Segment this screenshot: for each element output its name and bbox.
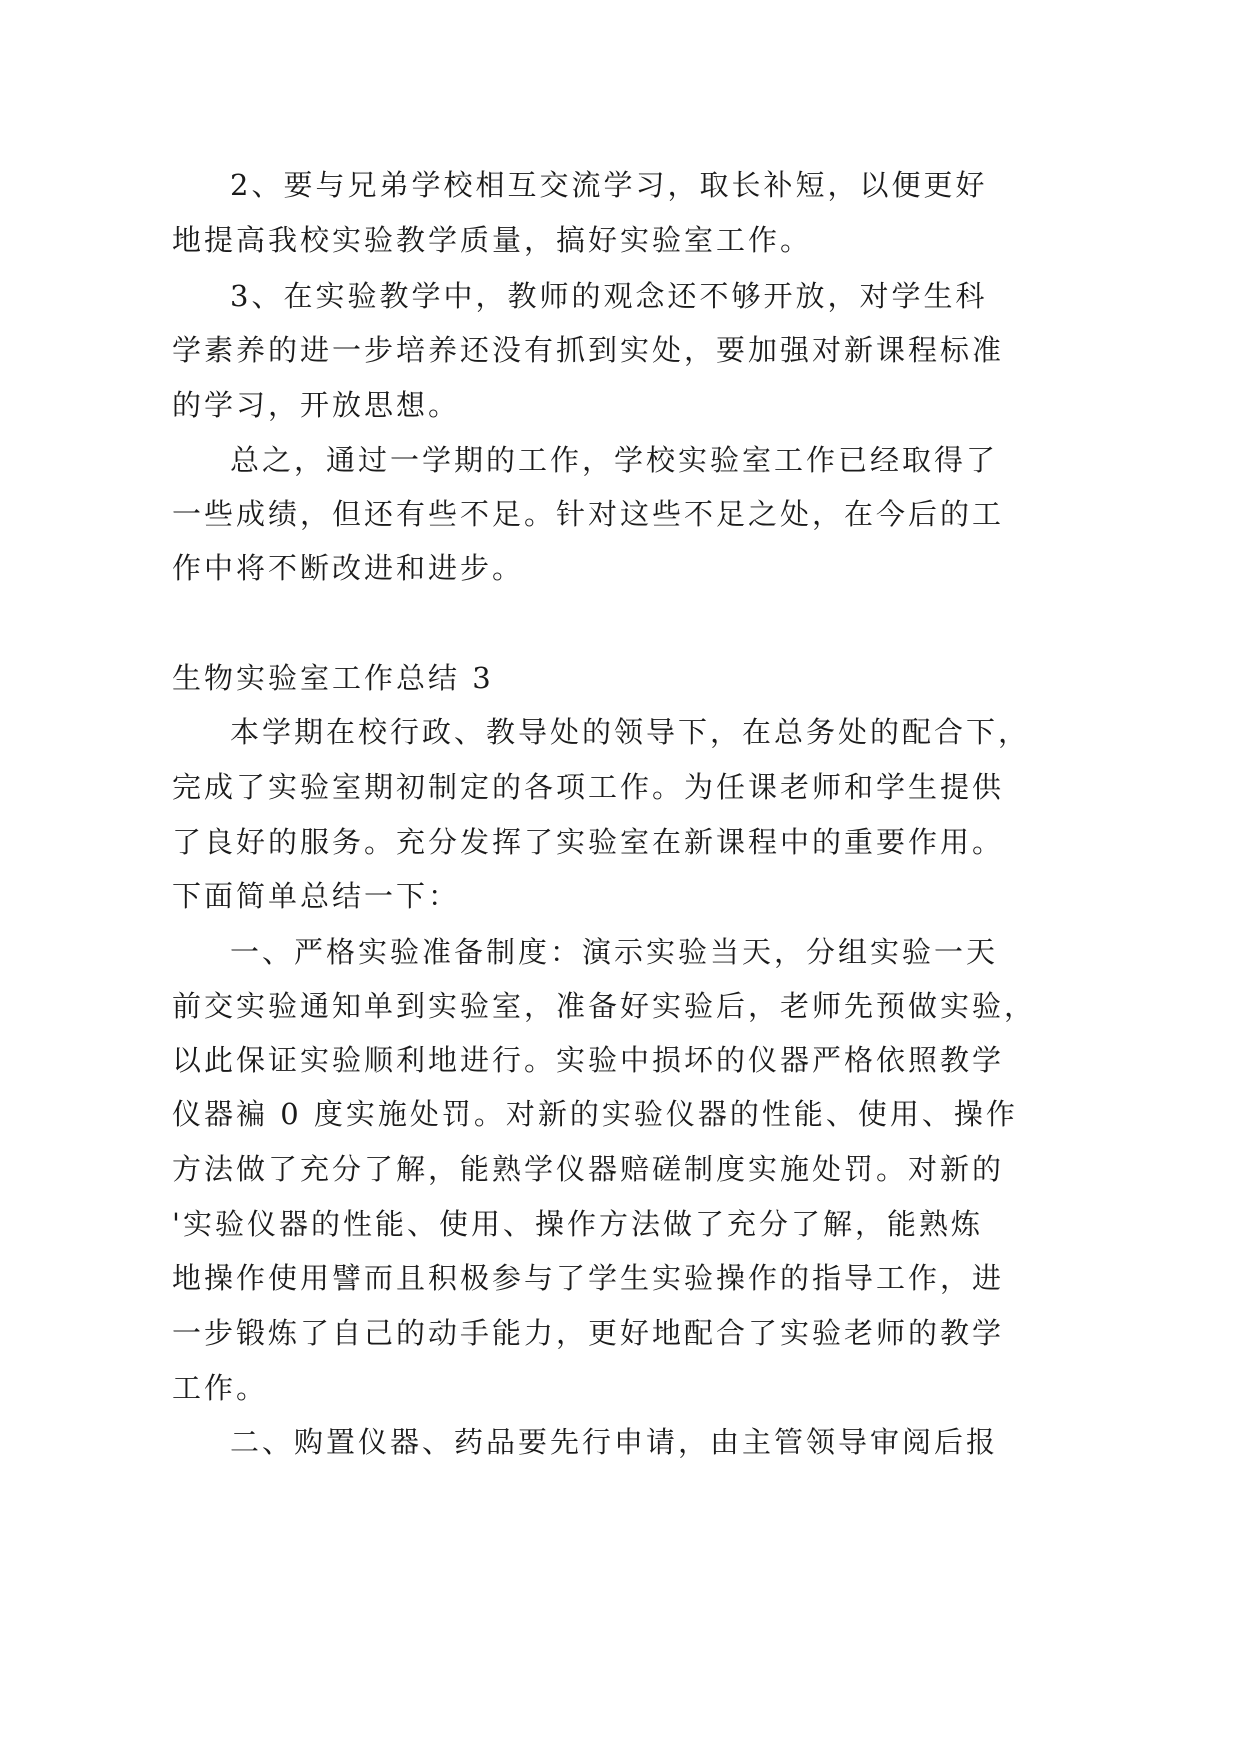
text-line: 了良好的服务。充分发挥了实验室在新课程中的重要作用。 xyxy=(172,825,1005,859)
text-line: 3、在实验教学中，教师的观念还不够开放，对学生科 xyxy=(230,279,988,313)
text-line: 地提高我校实验教学质量，搞好实验室工作。 xyxy=(172,223,813,257)
text-line: 一、严格实验准备制度：演示实验当天，分组实验一天 xyxy=(230,935,999,969)
text-line: 方法做了充分了解，能熟学仪器赔磋制度实施处罚。对新的 xyxy=(172,1152,1005,1186)
text-line: 仪器褊 0 度实施处罚。对新的实验仪器的性能、使用、操作 xyxy=(172,1097,1018,1131)
text-line: 2、要与兄弟学校相互交流学习，取长补短，以便更好 xyxy=(230,168,988,202)
text-line: 二、购置仪器、药品要先行申请，由主管领导审阅后报 xyxy=(230,1425,999,1459)
text-line: 一步锻炼了自己的动手能力，更好地配合了实验老师的教学 xyxy=(172,1316,1005,1350)
text-line: 学素养的进一步培养还没有抓到实处，要加强对新课程标准 xyxy=(172,333,1005,367)
text-line: '实验仪器的性能、使用、操作方法做了充分了解，能熟炼 xyxy=(172,1207,983,1241)
text-line: 以此保证实验顺利地进行。实验中损坏的仪器严格依照教学 xyxy=(172,1043,1005,1077)
text-line: 前交实验通知单到实验室，准备好实验后，老师先预做实验， xyxy=(172,989,1037,1023)
text-line: 总之，通过一学期的工作，学校实验室工作已经取得了 xyxy=(230,443,999,477)
text-line: 作中将不断改进和进步。 xyxy=(172,551,525,585)
text-line: 一些成绩，但还有些不足。针对这些不足之处，在今后的工 xyxy=(172,497,1005,531)
text-line: 的学习，开放思想。 xyxy=(172,388,461,422)
text-line: 完成了实验室期初制定的各项工作。为任课老师和学生提供 xyxy=(172,770,1005,804)
text-line: 工作。 xyxy=(172,1371,269,1405)
text-line: 地操作使用譬而且积极参与了学生实验操作的指导工作，进 xyxy=(172,1261,1005,1295)
text-line: 下面简单总结一下： xyxy=(172,879,461,913)
section-heading: 生物实验室工作总结 3 xyxy=(172,661,494,695)
text-line: 本学期在校行政、教导处的领导下，在总务处的配合下， xyxy=(230,715,1031,749)
